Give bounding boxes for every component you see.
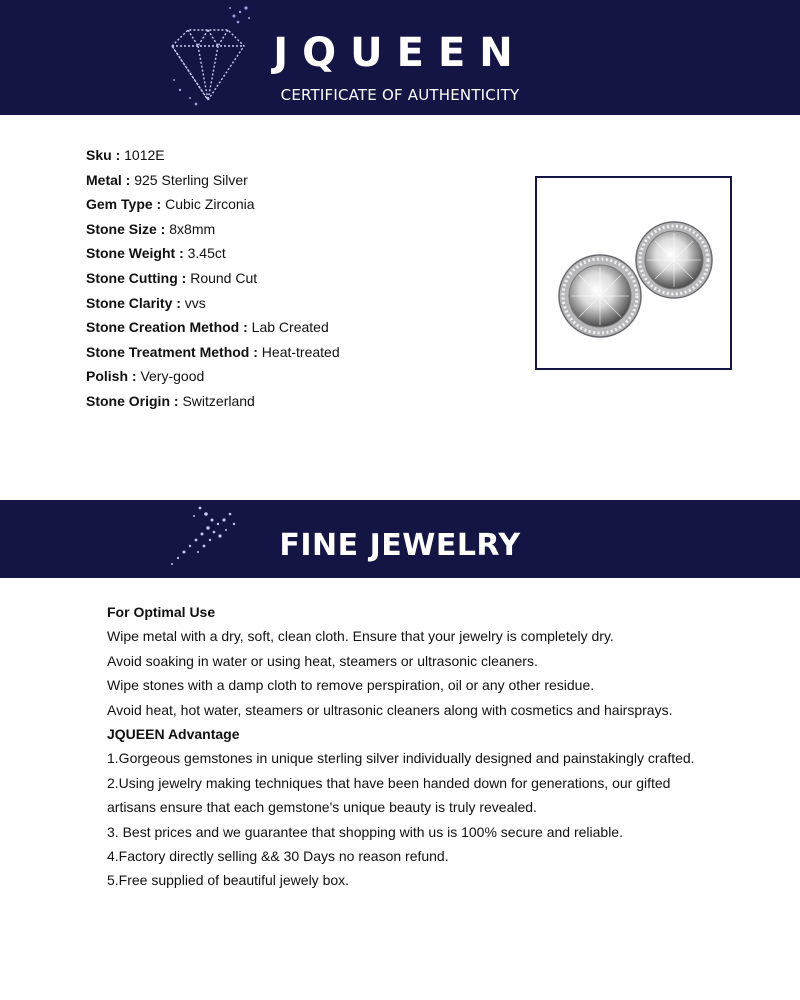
spec-row-polish xyxy=(86,364,340,389)
spec-value: Switzerland xyxy=(182,392,255,409)
section-title: FINE JEWELRY xyxy=(279,528,521,563)
care-line: Wipe stones with a damp cloth to remove perspiration, oil or any other residue. xyxy=(107,677,595,694)
spec-label: Stone Clarity : xyxy=(86,294,181,311)
spec-value: Round Cut xyxy=(190,269,258,286)
spec-row-stone-origin xyxy=(86,389,340,414)
advantage-line: 1.Gorgeous gemstones in unique sterling silver individually designed and painstakingly crafted. xyxy=(107,750,695,767)
spec-label: Stone Weight : xyxy=(86,245,184,262)
care-line: Avoid soaking in water or using heat, steamers or ultrasonic cleaners. xyxy=(107,652,538,669)
spec-value: Lab Created xyxy=(251,319,329,336)
spec-value: 1012E xyxy=(124,147,165,163)
care-heading: For Optimal Use xyxy=(107,604,216,620)
spec-row-stone-clarity xyxy=(86,291,340,316)
spec-value: Very-good xyxy=(140,368,205,385)
earring-front xyxy=(559,255,641,337)
spec-list xyxy=(86,143,340,414)
spec-label: Sku : xyxy=(86,147,121,163)
advantage-line: artisans ensure that each gemstone's unique beauty is truly revealed. xyxy=(107,799,537,816)
earring-back xyxy=(636,222,712,298)
stud-earrings-image xyxy=(537,178,730,368)
spec-value: Cubic Zirconia xyxy=(165,196,255,213)
spec-value: vvs xyxy=(184,294,206,311)
advantage-line: 2.Using jewelry making techniques that have been handed down for generations, our gifted xyxy=(107,774,671,791)
product-image-frame xyxy=(535,176,732,370)
spec-value: 3.45ct xyxy=(187,245,226,262)
advantage-heading: JQUEEN Advantage xyxy=(107,725,240,742)
sparkle-bird-icon xyxy=(160,502,250,576)
spec-row-creation-method xyxy=(86,315,340,340)
spec-label: Stone Treatment Method : xyxy=(86,343,258,360)
spec-label: Polish : xyxy=(86,368,137,385)
certificate-subtitle: CERTIFICATE OF AUTHENTICITY xyxy=(280,86,520,104)
diamond-logo-icon xyxy=(150,0,260,115)
spec-value: Heat-treated xyxy=(261,343,340,360)
spec-row-stone-size xyxy=(86,217,340,242)
spec-label: Stone Creation Method : xyxy=(86,319,248,336)
spec-row-stone-weight xyxy=(86,241,340,266)
spec-row-stone-cutting xyxy=(86,266,340,291)
spec-label: Stone Size : xyxy=(86,220,166,237)
advantage-line: 3. Best prices and we guarantee that shopping with us is 100% secure and reliable. xyxy=(107,823,623,840)
spec-row-gem-type xyxy=(86,192,340,217)
spec-label: Metal : xyxy=(86,171,131,188)
spec-row-metal xyxy=(86,168,340,193)
care-line: Wipe metal with a dry, soft, clean cloth. Ensure that your jewelry is completely dry. xyxy=(107,628,614,645)
spec-row-sku xyxy=(86,143,340,168)
spec-value: 8x8mm xyxy=(169,220,216,237)
care-line: Avoid heat, hot water, steamers or ultrasonic cleaners along with cosmetics and hairsprays. xyxy=(107,701,673,718)
spec-label: Stone Origin : xyxy=(86,392,179,409)
care-and-advantage-text xyxy=(107,600,695,893)
advantage-line: 4.Factory directly selling && 30 Days no reason refund. xyxy=(107,847,449,864)
fine-jewelry-banner xyxy=(0,500,800,578)
certificate-header-banner xyxy=(0,0,800,115)
spec-row-treatment-method xyxy=(86,340,340,365)
spec-value: 925 Sterling Silver xyxy=(134,171,248,188)
brand-title: JQUEEN xyxy=(273,30,527,76)
advantage-line: 5.Free supplied of beautiful jewely box. xyxy=(107,872,350,889)
spec-label: Stone Cutting : xyxy=(86,269,187,286)
spec-label: Gem Type : xyxy=(86,196,162,213)
